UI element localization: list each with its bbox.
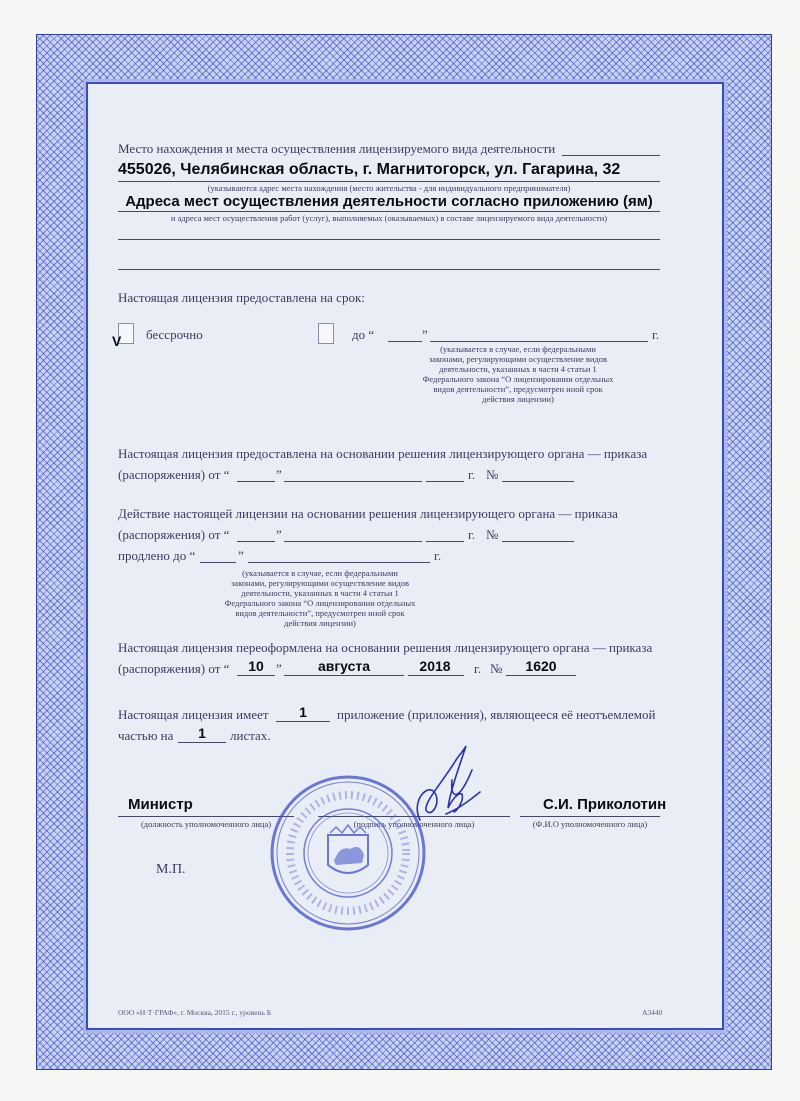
extended-until-prefix: продлено до “ (118, 548, 196, 563)
extended-quote-close: ” (238, 548, 244, 563)
empty-line-2 (118, 269, 660, 270)
reissue-quote-close: ” (276, 661, 282, 676)
sheets-prefix: частью на (118, 728, 174, 743)
appendix-prefix: Настоящая лицензия имеет (118, 707, 269, 722)
appendix-middle: приложение (приложения), являющееся её неотъемлемой (337, 707, 656, 722)
basis-line2-prefix: (распоряжения) от “ (118, 467, 230, 482)
reissue-number-label: № (490, 661, 503, 676)
extension-year-line (426, 541, 464, 542)
extension-day-line (237, 541, 275, 542)
position-caption: (должность уполномоченного лица) (140, 819, 272, 829)
extension-note: (указывается в случае, если федеральными законами, регулирующими осуществление видов деятельности, указанных в части 4 статьи 1 Федерального закона “О лицензировании отдельных видов деятельности”, предусмотрен иной срок действия лицензии) (224, 568, 416, 628)
official-name: С.И. Приколотин (543, 796, 667, 813)
term-note: (указывается в случае, если федеральными законами, регулирующими осуществление видов деятельности, указанных в части 4 статьи 1 Федерального закона “О лицензировании отдельных видов деятельности”, предусмотрен иной срок действия лицензии) (422, 344, 614, 404)
perpetual-mark: V (112, 333, 122, 349)
reissue-number: 1620 (525, 658, 557, 674)
extension-line2-prefix: (распоряжения) от “ (118, 527, 230, 542)
reissue-line2-prefix: (распоряжения) от “ (118, 661, 230, 676)
extension-number-line (502, 541, 574, 542)
until-prefix: до “ (352, 327, 375, 342)
basis-number-label: № (486, 467, 499, 482)
basis-year-suffix: г. (468, 467, 476, 482)
term-heading: Настоящая лицензия предоставлена на срок: (118, 290, 365, 305)
printer-imprint: ООО «Н·Т·ГРАФ», г. Москва, 2015 г., уровень Б (118, 1008, 272, 1017)
basis-line1: Настоящая лицензия предоставлена на основании решения лицензирующего органа — приказа (118, 446, 648, 461)
addresses-line (118, 211, 660, 212)
extension-year-suffix: г. (468, 527, 476, 542)
location-heading: Место нахождения и места осуществления лицензируемого вида деятельности (118, 141, 556, 156)
extension-month-line (284, 541, 422, 542)
reissue-line1: Настоящая лицензия переоформлена на основании решения лицензирующего органа — приказа (118, 640, 653, 655)
empty-line-1 (118, 239, 660, 240)
addresses-caption: и адреса мест осуществления работ (услуг), выполняемых (оказываемых) в составе лицензируемого вида деятельности) (170, 213, 608, 223)
reissue-number-line (506, 675, 576, 676)
form-code: А3440 (642, 1008, 663, 1017)
reissue-year-suffix: г. (474, 661, 482, 676)
heading-fill-line (562, 155, 660, 156)
until-day-line (388, 341, 422, 342)
extension-quote-close: ” (276, 527, 282, 542)
reissue-year: 2018 (419, 658, 451, 674)
official-position: Министр (128, 796, 193, 813)
appendix-count-line (276, 721, 330, 722)
perpetual-label: бессрочно (146, 327, 203, 342)
until-quote-close: ” (422, 327, 428, 342)
signature-caption: (подпись уполномоченного лица) (353, 819, 475, 829)
handwritten-signature (400, 740, 490, 840)
appendix-count: 1 (299, 704, 307, 720)
sheets-count-line (178, 742, 226, 743)
sheets-count: 1 (198, 725, 206, 741)
sheets-suffix: листах. (230, 728, 271, 743)
addresses-value: Адреса мест осуществления деятельности согласно приложению (ям) (125, 193, 653, 210)
address-value: 455026, Челябинская область, г. Магнитогорск, ул. Гагарина, 32 (118, 161, 621, 178)
basis-year-line (426, 481, 464, 482)
until-month-line (430, 341, 648, 342)
extended-month-line (248, 562, 430, 563)
basis-quote-close: ” (276, 467, 282, 482)
name-caption: (Ф.И.О уполномоченного лица) (532, 819, 648, 829)
basis-month-line (284, 481, 422, 482)
basis-number-line (502, 481, 574, 482)
seal-place: М.П. (156, 862, 186, 877)
extension-number-label: № (486, 527, 499, 542)
name-line (520, 816, 660, 817)
address-caption: (указываются адрес места нахождения (место жительства - для индивидуального предпринимателя) (207, 183, 571, 193)
reissue-year-line (408, 675, 464, 676)
address-line (118, 181, 660, 182)
reissue-month: августа (317, 658, 371, 674)
extension-line1: Действие настоящей лицензии на основании решения лицензирующего органа — приказа (118, 506, 618, 521)
reissue-month-line (284, 675, 404, 676)
until-checkbox (318, 323, 334, 344)
reissue-day: 10 (248, 658, 264, 674)
extended-day-line (200, 562, 236, 563)
extended-year-suffix: г. (434, 548, 442, 563)
reissue-day-line (237, 675, 275, 676)
basis-day-line (237, 481, 275, 482)
until-year-suffix: г. (652, 327, 660, 342)
